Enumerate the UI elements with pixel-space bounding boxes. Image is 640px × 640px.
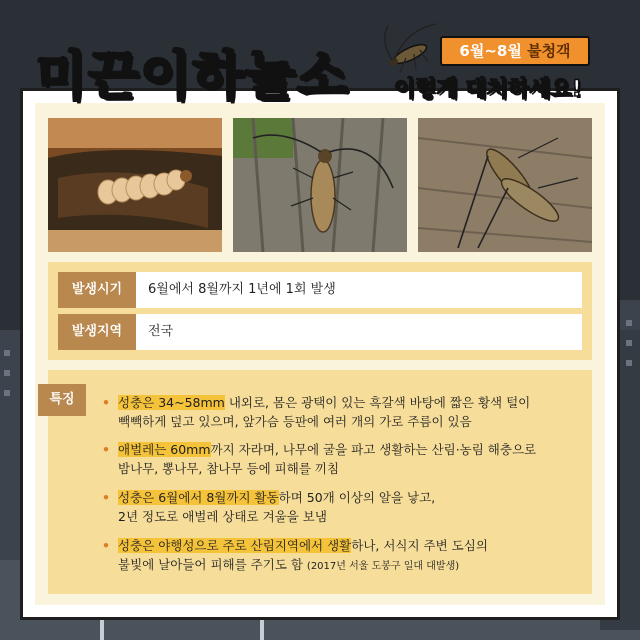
bullet-icon: • [102, 442, 110, 457]
feature-item [102, 488, 582, 526]
feature-text: 내외로, 몸은 광택이 있는 흑갈색 바탕에 짧은 황색 털이 [224, 395, 531, 410]
feature-text-line2: 2년 정도로 애벌레 상태로 겨울을 보냄 [118, 509, 327, 524]
bullet-icon: • [102, 538, 110, 553]
feature-item [102, 440, 582, 478]
feature-text: 하나, 서식지 주변 도심의 [351, 538, 488, 553]
feature-text: 하며 50개 이상의 알을 낳고, [278, 490, 436, 505]
subtitle-pre: 이렇게 [394, 77, 466, 102]
feature-item [102, 393, 582, 431]
feature-highlight: 성충은 야행성으로 주로 산림지역에서 생활 [118, 538, 352, 553]
beetle-icon [366, 20, 446, 76]
beetle-pair-photo [418, 118, 592, 252]
larva-photo [48, 118, 222, 252]
occurrence-area-label: 발생지역 [58, 314, 136, 350]
occurrence-time-row [58, 272, 582, 308]
bullet-icon: • [102, 395, 110, 410]
occurrence-time-label: 발생시기 [58, 272, 136, 308]
page-title: 미끈이하늘소 [36, 47, 350, 107]
page-subtitle [394, 72, 582, 103]
feature-highlight: 성충은 6월에서 8월까지 활동 [118, 490, 279, 505]
badge-tag: 불청객 [527, 42, 571, 60]
season-badge [440, 36, 590, 66]
occurrence-area-value: 전국 [148, 324, 174, 339]
feature-item [102, 536, 582, 576]
feature-highlight: 애벌레는 60mm [118, 442, 211, 457]
beetle-on-bark-photo [233, 118, 407, 252]
feature-note: (2017년 서울 도봉구 일대 대발생) [306, 561, 460, 572]
bullet-icon: • [102, 490, 110, 505]
occurrence-time-value: 6월에서 8월까지 1년에 1회 발생 [148, 282, 336, 297]
feature-text-line2: 밤나무, 뽕나무, 참나무 등에 피해를 끼침 [118, 461, 340, 476]
photo-strip [48, 118, 592, 252]
occurrence-area-row [58, 314, 582, 350]
feature-highlight: 성충은 34~58mm [118, 395, 225, 410]
subtitle-post: 하세요! [507, 77, 582, 102]
info-table [48, 262, 592, 360]
feature-text: 까지 자라며, 나무에 굴을 파고 생활하는 산림·농림 해충으로 [210, 442, 537, 457]
feature-text-line2: 빽빽하게 덮고 있으며, 앞가슴 등판에 여러 개의 가로 주름이 있음 [118, 414, 472, 429]
feature-text-line2: 불빛에 날아들어 피해를 주기도 함 [118, 557, 307, 572]
badge-period: 6월~8월 [459, 42, 528, 60]
features-label: 특징 [38, 384, 86, 416]
subtitle-highlight: 대처 [465, 77, 508, 102]
